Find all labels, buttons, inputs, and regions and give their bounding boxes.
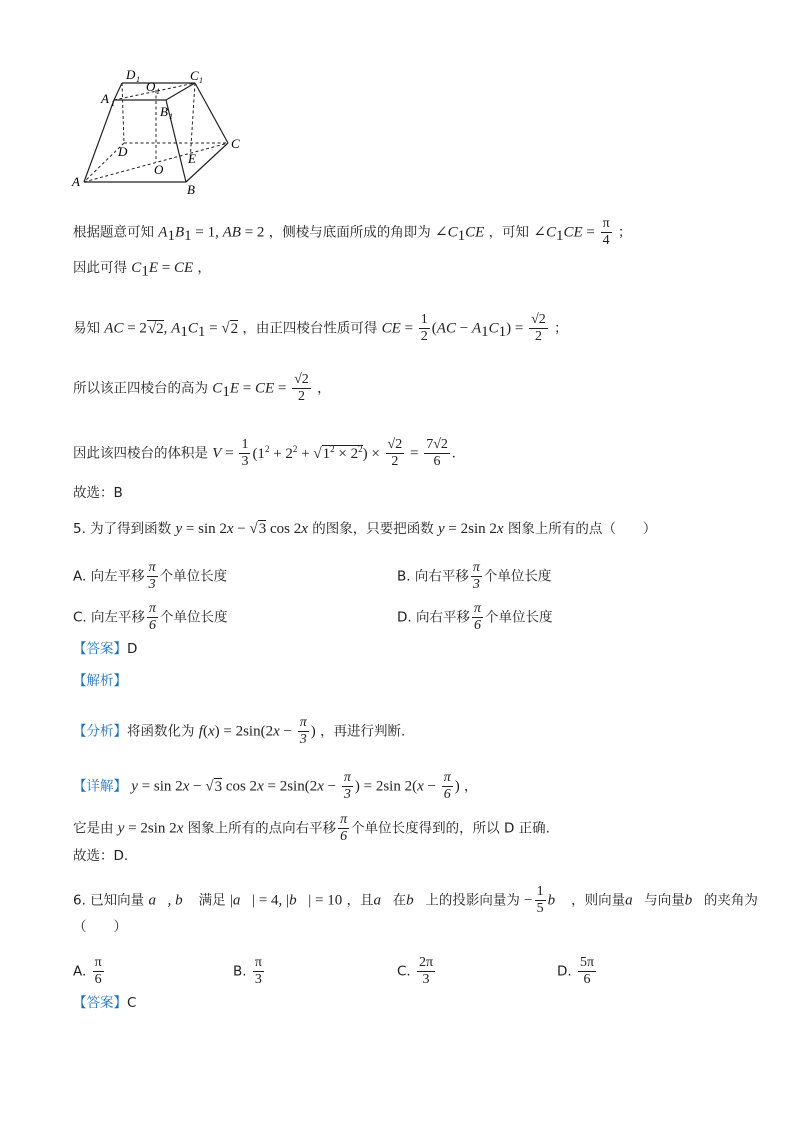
q5-option-d[interactable]: D. 向右平移 $\frac{\pi}{6}$ 个单位长度 <box>397 601 553 633</box>
q4-choice: 故选：B <box>73 485 123 501</box>
svg-text:1: 1 <box>199 76 203 85</box>
label-A: A <box>72 174 80 189</box>
q4-line-5: 因此该四棱台的体积是 V = $\frac{1}{3}$ $(1^2 + 2^2 + √1^2 \times 2^2)$ × $\frac{√2}{2}$ = $\frac{7√2}{6}$ . <box>73 437 456 469</box>
frustum-figure <box>70 66 250 198</box>
q5-detail: 【详解】 y = sin 2x − √3 cos 2x = 2sin(2x − $\frac{\pi}{3}$ ) = 2sin 2(x − $\frac{\pi}{6}$ ) ， <box>73 770 478 802</box>
label-D: D <box>118 144 128 159</box>
q5-fenxi: 【分析】将函数化为 f(x) = 2sin(2x − $\frac{\pi}{3}$ ) ，再进行判断. <box>73 715 406 747</box>
q6-option-c[interactable]: C. $\frac{2\pi}{3}$ <box>397 955 434 987</box>
label-E: E <box>188 151 196 166</box>
svg-text:1: 1 <box>111 99 115 108</box>
q5-option-a[interactable]: A. 向左平移 $\frac{\pi}{3}$ 个单位长度 <box>73 560 228 592</box>
q4-line-1: 根据题意可知 $A_1B_1 = 1$, AB = 2 ，侧棱与底面所成的角即为 $\angle C_1CE$ ，可知 $\angle C_1CE$ = $\frac{\pi}{4}$ ； <box>73 216 632 248</box>
q5-option-c[interactable]: C. 向左平移 $\frac{\pi}{6}$ 个单位长度 <box>73 601 228 633</box>
label-C1: C <box>190 68 199 83</box>
q6-option-b[interactable]: B. $\frac{\pi}{3}$ <box>233 955 262 987</box>
label-B1: B <box>160 104 168 119</box>
label-O1: O <box>146 79 156 94</box>
label-C: C <box>231 136 240 151</box>
q6-paren: （ ） <box>73 919 127 935</box>
q4-line-3: 易知 AC = 2√2, $A_1C_1 = √2$ ，由正四棱台性质可得 CE = $\frac{1}{2}$ $(AC - A_1C_1)$ = $\frac{√2}{2}$ ； <box>73 312 568 344</box>
q6-answer: 【答案】C <box>73 995 137 1011</box>
svg-text:1: 1 <box>136 75 140 84</box>
q6-option-a[interactable]: A. $\frac{\pi}{6}$ <box>73 955 102 987</box>
label-A1: A <box>101 91 109 106</box>
q5-answer: 【答案】D <box>73 641 138 657</box>
q5-choice: 故选：D. <box>73 848 129 864</box>
q4-line-4: 所以该正四棱台的高为 $C_1E$ = CE = $\frac{√2}{2}$ ， <box>73 372 331 404</box>
svg-text:1: 1 <box>156 87 160 96</box>
label-B: B <box>187 182 195 197</box>
label-O: O <box>154 162 164 177</box>
q5-analysis-tag: 【解析】 <box>73 673 127 689</box>
q5-option-b[interactable]: B. 向右平移 $\frac{\pi}{3}$ 个单位长度 <box>397 560 552 592</box>
q6-option-d[interactable]: D. $\frac{5\pi}{6}$ <box>557 955 595 987</box>
q5-conclusion: 它是由 y = 2sin 2x 图象上所有的点向右平移 $\frac{\pi}{6}$ 个单位长度得到的，所以 D 正确. <box>73 812 550 844</box>
q6-stem: 6. 已知向量 a⃗, b⃗ 满足 |a⃗| = 4, |b⃗| = 10 ，且a⃗在b⃗上的投影向量为 − $\frac{1}{5}$ b⃗ ，则向量a⃗与向量b⃗的夹角为 <box>73 884 758 916</box>
svg-text:1: 1 <box>169 112 173 121</box>
q4-line-2: 因此可得 $C_1E$ = CE ， <box>73 260 211 280</box>
label-D1: D <box>126 67 136 82</box>
q5-stem: 5. 为了得到函数 y = sin 2x − √3 cos 2x 的图象，只要把函数 y = 2sin 2x 图象上所有的点（ ） <box>73 521 657 537</box>
